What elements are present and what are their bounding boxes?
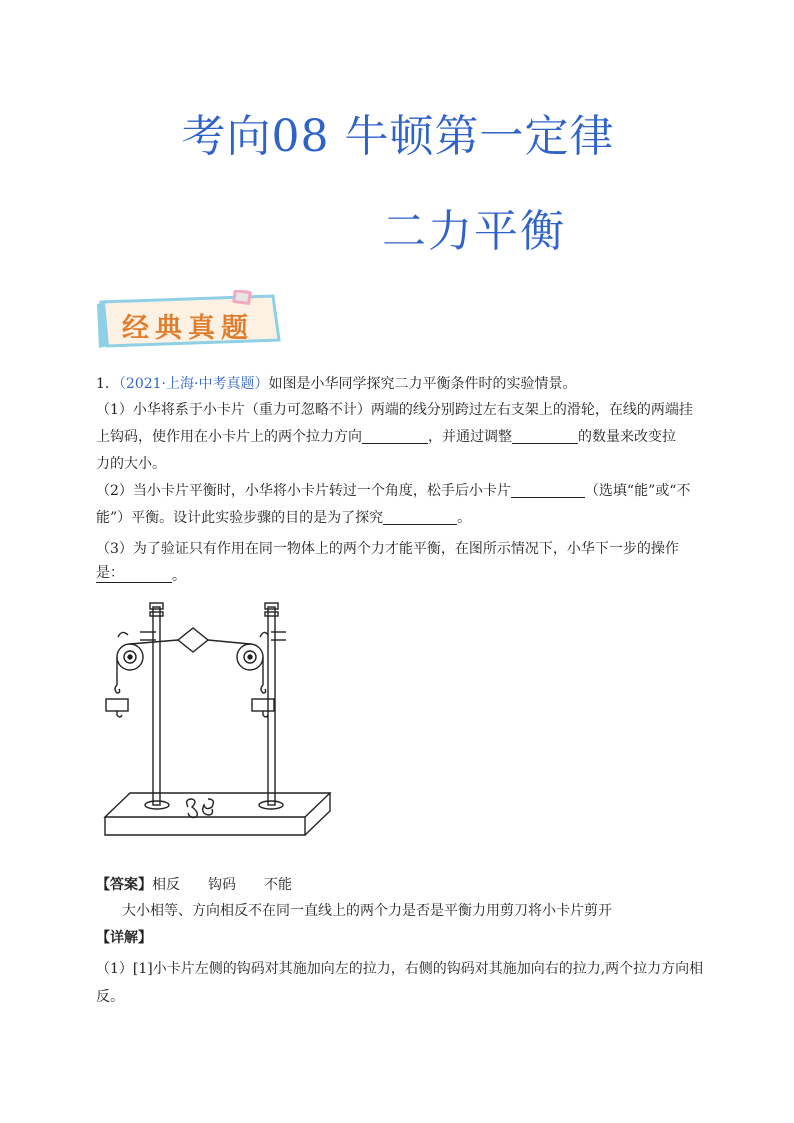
- answer-blank-4: [383, 510, 457, 525]
- question-part1-c: 力的大小。: [96, 456, 166, 472]
- left-rod: [153, 607, 160, 805]
- experiment-figure: [100, 595, 340, 845]
- question-part1-b: 上钩码，使作用在小卡片上的两个拉力方向 ，并通过调整 的数量来改变拉: [96, 429, 676, 445]
- base-top: [105, 793, 330, 817]
- question-part2-b: 能”）平衡。设计此实验步骤的目的是为了探究 。: [96, 510, 472, 526]
- answer-blank-1: [362, 429, 428, 444]
- title-line-2: 二力平衡: [382, 206, 566, 257]
- scissors: [187, 799, 214, 818]
- left-weight: [106, 699, 128, 711]
- title-line-1: 考向08 牛顿第一定律: [181, 111, 615, 162]
- small-card: [178, 628, 208, 652]
- answer-blank-2: [512, 429, 578, 444]
- right-weight: [252, 699, 274, 711]
- question-part2-a: （2）当小卡片平衡时，小华将小卡片转过一个角度，松手后小卡片 （选填“能”或“不: [96, 483, 691, 499]
- question-part3-b: 。: [96, 564, 706, 588]
- detail-heading: 【详解】: [96, 930, 152, 946]
- question-source: （2021·上海·中考真题）: [118, 376, 269, 392]
- base-front: [105, 817, 305, 835]
- badge-label: 经典真题: [122, 313, 254, 344]
- question-part1-a: （1）小华将系于小卡片（重力可忽略不计）两端的线分别跨过左右支架上的滑轮，在线的两端挂: [96, 402, 693, 418]
- answer-blank-3: [511, 483, 585, 498]
- answer-line: 【答案】相反 钩码 不能: [96, 877, 292, 893]
- answer-line-2: 大小相等、方向相反不在同一直线上的两个力是否是平衡力用剪刀将小卡片剪开: [122, 903, 612, 919]
- detail-text: （1）[1]小卡片左侧的钩码对其施加向左的拉力，右侧的钩码对其施加向右的拉力,两个拉力方向相反。: [96, 961, 704, 1005]
- answer-blank-5: [96, 568, 172, 583]
- question-part3-a: （3）为了验证只有作用在同一物体上的两个力才能平衡，在图所示情况下，小华下一步的操作是：: [96, 541, 679, 581]
- question-line-1: 1．（2021·上海·中考真题）如图是小华同学探究二力平衡条件时的实验情景。: [96, 376, 577, 392]
